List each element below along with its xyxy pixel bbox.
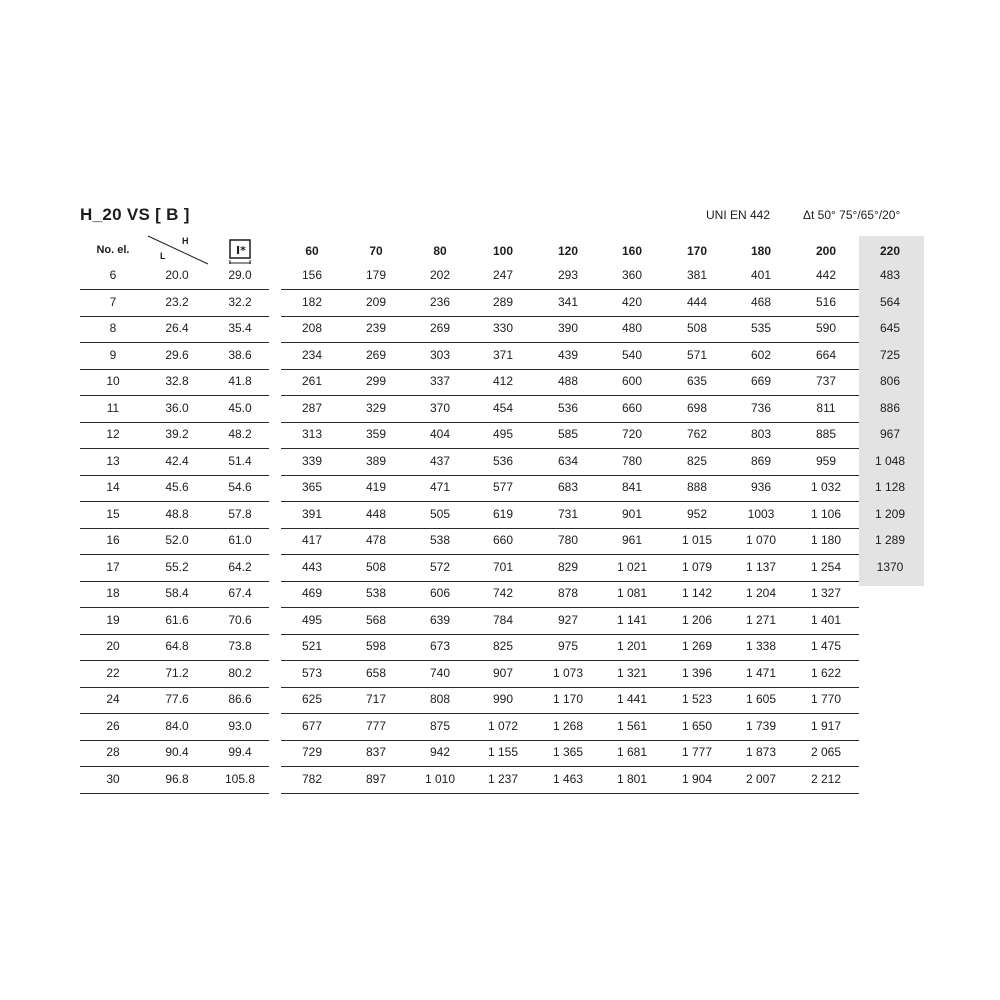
cell-length: 29.6 — [165, 347, 189, 362]
cell-length: 58.4 — [165, 586, 189, 600]
cell-no-elements: 7 — [109, 294, 117, 309]
cell-output-h180: 1 471 — [745, 665, 777, 680]
cell-output-h70: 329 — [365, 400, 387, 415]
cell-output-h80: 875 — [429, 718, 451, 733]
cell-length: 96.8 — [165, 771, 189, 786]
header-height-180: 180 — [750, 244, 772, 258]
cell-no-elements: 8 — [109, 321, 117, 335]
cell-no-elements: 10 — [106, 374, 120, 388]
header-height-200: 200 — [815, 244, 837, 258]
cell-installed-length: 61.0 — [228, 533, 252, 547]
cell-output-h220: 645 — [879, 321, 901, 335]
cell-output-h160: 1 801 — [616, 771, 648, 786]
table-row — [0, 423, 1000, 449]
cell-output-h120: 488 — [557, 374, 579, 388]
cell-output-h60: 365 — [301, 480, 323, 494]
cell-output-h220: 1 048 — [874, 453, 906, 468]
cell-output-h100: 742 — [492, 586, 514, 600]
cell-output-h100: 825 — [492, 639, 514, 653]
cell-output-h170: 1 269 — [681, 639, 713, 653]
cell-output-h160: 901 — [621, 506, 643, 521]
cell-output-h80: 639 — [429, 612, 451, 627]
cell-output-h120: 1 463 — [552, 771, 584, 786]
cell-output-h100: 247 — [492, 268, 514, 282]
cell-output-h120: 293 — [557, 268, 579, 282]
cell-output-h120: 1 365 — [552, 745, 584, 759]
cell-no-elements: 22 — [106, 665, 120, 680]
cell-installed-length: 35.4 — [228, 321, 252, 335]
cell-output-h160: 1 021 — [616, 559, 648, 574]
cell-length: 64.8 — [165, 639, 189, 653]
table-row — [0, 715, 1000, 741]
header-no-el: No. el. — [96, 244, 130, 256]
cell-output-h160: 660 — [621, 400, 643, 415]
cell-output-h70: 179 — [365, 268, 387, 282]
cell-output-h120: 390 — [557, 321, 579, 335]
cell-output-h70: 269 — [365, 347, 387, 362]
cell-output-h100: 784 — [492, 612, 514, 627]
cell-output-h120: 1 268 — [552, 718, 584, 733]
cell-output-h80: 404 — [429, 427, 451, 441]
cell-output-h170: 1 079 — [681, 559, 713, 574]
cell-output-h180: 401 — [750, 268, 772, 282]
cell-no-elements: 26 — [106, 718, 120, 733]
cell-output-h170: 1 650 — [681, 718, 713, 733]
cell-installed-length: 105.8 — [224, 771, 256, 786]
cell-output-h80: 337 — [429, 374, 451, 388]
cell-output-h60: 625 — [301, 692, 323, 706]
table-row — [0, 662, 1000, 688]
table-row — [0, 609, 1000, 635]
cell-output-h60: 521 — [301, 639, 323, 653]
cell-output-h160: 1 141 — [616, 612, 648, 627]
cell-output-h200: 1 770 — [810, 692, 842, 706]
cell-output-h200: 1 254 — [810, 559, 842, 574]
cell-output-h180: 535 — [750, 321, 772, 335]
cell-output-h120: 341 — [557, 294, 579, 309]
row-rule-right — [281, 793, 859, 794]
cell-output-h80: 370 — [429, 400, 451, 415]
cell-output-h100: 371 — [492, 347, 514, 362]
cell-length: 55.2 — [165, 559, 189, 574]
cell-no-elements: 30 — [106, 771, 120, 786]
cell-installed-length: 51.4 — [228, 453, 252, 468]
header-h-label: H — [182, 236, 189, 246]
cell-no-elements: 12 — [106, 427, 120, 441]
table-row — [0, 397, 1000, 423]
cell-length: 61.6 — [165, 612, 189, 627]
cell-output-h60: 156 — [301, 268, 323, 282]
cell-length: 36.0 — [165, 400, 189, 415]
cell-output-h200: 737 — [815, 374, 837, 388]
cell-output-h170: 635 — [686, 374, 708, 388]
cell-output-h220: 725 — [879, 347, 901, 362]
cell-output-h170: 952 — [686, 506, 708, 521]
cell-length: 90.4 — [165, 745, 189, 759]
header-height-60: 60 — [305, 244, 319, 258]
cell-output-h80: 303 — [429, 347, 451, 362]
cell-output-h180: 1 137 — [745, 559, 777, 574]
cell-output-h70: 598 — [365, 639, 387, 653]
cell-no-elements: 11 — [106, 400, 120, 415]
cell-no-elements: 17 — [106, 559, 120, 574]
cell-output-h60: 573 — [301, 665, 323, 680]
cell-no-elements: 13 — [106, 453, 120, 468]
cell-output-h170: 1 206 — [681, 612, 713, 627]
cell-output-h60: 469 — [301, 586, 323, 600]
cell-output-h160: 1 201 — [616, 639, 648, 653]
cell-installed-length: 48.2 — [228, 427, 252, 441]
cell-installed-length: 29.0 — [228, 268, 252, 282]
installed-size-icon-label: I* — [236, 244, 246, 257]
cell-output-h180: 1 605 — [745, 692, 777, 706]
cell-output-h180: 736 — [750, 400, 772, 415]
cell-installed-length: 93.0 — [228, 718, 252, 733]
cell-installed-length: 41.8 — [228, 374, 252, 388]
cell-output-h220: 967 — [879, 427, 901, 441]
cell-installed-length: 32.2 — [228, 294, 252, 309]
cell-output-h120: 536 — [557, 400, 579, 415]
cell-output-h220: 886 — [879, 400, 901, 415]
cell-length: 77.6 — [165, 692, 189, 706]
cell-no-elements: 24 — [106, 692, 120, 706]
cell-output-h180: 803 — [750, 427, 772, 441]
cell-output-h170: 444 — [686, 294, 708, 309]
cell-output-h60: 677 — [301, 718, 323, 733]
cell-output-h200: 1 032 — [810, 480, 842, 494]
cell-output-h160: 540 — [621, 347, 643, 362]
table-row — [0, 503, 1000, 529]
cell-output-h200: 442 — [815, 268, 837, 282]
cell-no-elements: 9 — [109, 347, 117, 362]
table-row — [0, 529, 1000, 555]
cell-length: 84.0 — [165, 718, 189, 733]
cell-installed-length: 38.6 — [228, 347, 252, 362]
cell-output-h170: 508 — [686, 321, 708, 335]
cell-output-h80: 505 — [429, 506, 451, 521]
cell-output-h80: 740 — [429, 665, 451, 680]
cell-output-h60: 782 — [301, 771, 323, 786]
cell-output-h170: 1 396 — [681, 665, 713, 680]
length-height-icon — [144, 234, 214, 266]
cell-length: 45.6 — [165, 480, 189, 494]
cell-output-h220: 1 209 — [874, 506, 906, 521]
cell-output-h170: 762 — [686, 427, 708, 441]
cell-output-h60: 417 — [301, 533, 323, 547]
cell-output-h100: 907 — [492, 665, 514, 680]
cell-output-h200: 1 917 — [810, 718, 842, 733]
cell-output-h220: 1 289 — [874, 533, 906, 547]
table-row — [0, 768, 1000, 794]
cell-output-h100: 412 — [492, 374, 514, 388]
cell-output-h160: 1 081 — [616, 586, 648, 600]
cell-output-h200: 1 401 — [810, 612, 842, 627]
cell-output-h100: 1 155 — [487, 745, 519, 759]
table-row — [0, 370, 1000, 396]
cell-output-h200: 2 212 — [810, 771, 842, 786]
cell-output-h120: 731 — [557, 506, 579, 521]
cell-installed-length: 45.0 — [228, 400, 252, 415]
cell-output-h100: 660 — [492, 533, 514, 547]
cell-output-h200: 1 106 — [810, 506, 842, 521]
table-row — [0, 476, 1000, 502]
cell-installed-length: 64.2 — [228, 559, 252, 574]
cell-output-h200: 2 065 — [810, 745, 842, 759]
cell-output-h60: 729 — [301, 745, 323, 759]
cell-installed-length: 54.6 — [228, 480, 252, 494]
row-rule-left — [80, 793, 269, 794]
header-height-70: 70 — [369, 244, 383, 258]
cell-output-h60: 313 — [301, 427, 323, 441]
cell-output-h70: 478 — [365, 533, 387, 547]
cell-output-h170: 825 — [686, 453, 708, 468]
cell-no-elements: 6 — [109, 268, 117, 282]
cell-output-h180: 1 873 — [745, 745, 777, 759]
cell-output-h80: 808 — [429, 692, 451, 706]
table-row — [0, 635, 1000, 661]
cell-output-h70: 239 — [365, 321, 387, 335]
cell-output-h120: 1 073 — [552, 665, 584, 680]
table-row — [0, 317, 1000, 343]
cell-output-h80: 269 — [429, 321, 451, 335]
cell-output-h160: 1 441 — [616, 692, 648, 706]
cell-output-h60: 261 — [301, 374, 323, 388]
cell-output-h200: 885 — [815, 427, 837, 441]
cell-output-h220: 806 — [879, 374, 901, 388]
standard-label: UNI EN 442 — [706, 208, 771, 222]
cell-installed-length: 57.8 — [228, 506, 252, 521]
cell-output-h120: 829 — [557, 559, 579, 574]
delta-t-label: Δt 50° 75°/65°/20° — [803, 208, 901, 222]
cell-output-h160: 600 — [621, 374, 643, 388]
cell-length: 23.2 — [165, 294, 189, 309]
cell-output-h160: 480 — [621, 321, 643, 335]
cell-output-h200: 664 — [815, 347, 837, 362]
cell-output-h120: 585 — [557, 427, 579, 441]
cell-output-h100: 619 — [492, 506, 514, 521]
cell-output-h80: 538 — [429, 533, 451, 547]
table-row — [0, 741, 1000, 767]
cell-output-h170: 571 — [686, 347, 708, 362]
cell-length: 39.2 — [165, 427, 189, 441]
cell-output-h120: 683 — [557, 480, 579, 494]
cell-output-h180: 669 — [750, 374, 772, 388]
cell-output-h70: 777 — [365, 718, 387, 733]
cell-output-h60: 495 — [301, 612, 323, 627]
header-height-170: 170 — [686, 244, 708, 258]
cell-output-h70: 508 — [365, 559, 387, 574]
cell-output-h120: 1 170 — [552, 692, 584, 706]
cell-output-h70: 389 — [365, 453, 387, 468]
cell-output-h160: 1 681 — [616, 745, 648, 759]
cell-output-h180: 1 338 — [745, 639, 777, 653]
cell-installed-length: 70.6 — [228, 612, 252, 627]
cell-output-h200: 1 622 — [810, 665, 842, 680]
cell-output-h200: 516 — [815, 294, 837, 309]
cell-output-h70: 837 — [365, 745, 387, 759]
cell-length: 71.2 — [165, 665, 189, 680]
cell-output-h180: 1 070 — [745, 533, 777, 547]
header-l-label: L — [160, 251, 166, 261]
cell-length: 26.4 — [165, 321, 189, 335]
cell-output-h180: 1 739 — [745, 718, 777, 733]
cell-output-h60: 234 — [301, 347, 323, 362]
cell-output-h200: 1 327 — [810, 586, 842, 600]
cell-output-h70: 568 — [365, 612, 387, 627]
cell-output-h80: 942 — [429, 745, 451, 759]
cell-output-h170: 1 904 — [681, 771, 713, 786]
header-height-160: 160 — [621, 244, 643, 258]
table-row — [0, 688, 1000, 714]
installed-size-icon — [229, 239, 251, 265]
cell-output-h100: 536 — [492, 453, 514, 468]
cell-output-h160: 360 — [621, 268, 643, 282]
header-height-100: 100 — [492, 244, 514, 258]
cell-output-h180: 869 — [750, 453, 772, 468]
cell-output-h160: 841 — [621, 480, 643, 494]
cell-output-h170: 698 — [686, 400, 708, 415]
cell-output-h220: 483 — [879, 268, 901, 282]
cell-output-h120: 780 — [557, 533, 579, 547]
cell-no-elements: 19 — [106, 612, 120, 627]
cell-output-h70: 538 — [365, 586, 387, 600]
cell-length: 48.8 — [165, 506, 189, 521]
cell-output-h70: 359 — [365, 427, 387, 441]
cell-installed-length: 73.8 — [228, 639, 252, 653]
table-row — [0, 291, 1000, 317]
cell-no-elements: 16 — [106, 533, 120, 547]
cell-output-h120: 975 — [557, 639, 579, 653]
cell-output-h80: 673 — [429, 639, 451, 653]
cell-no-elements: 20 — [106, 639, 120, 653]
cell-output-h220: 1 128 — [874, 480, 906, 494]
cell-no-elements: 15 — [106, 506, 120, 521]
cell-length: 32.8 — [165, 374, 189, 388]
cell-output-h80: 202 — [429, 268, 451, 282]
cell-output-h200: 959 — [815, 453, 837, 468]
cell-output-h100: 1 072 — [487, 718, 519, 733]
cell-length: 42.4 — [165, 453, 189, 468]
cell-output-h120: 927 — [557, 612, 579, 627]
cell-output-h100: 577 — [492, 480, 514, 494]
cell-output-h60: 287 — [301, 400, 323, 415]
cell-length: 52.0 — [165, 533, 189, 547]
table-row — [0, 556, 1000, 582]
cell-output-h100: 1 237 — [487, 771, 519, 786]
cell-output-h180: 468 — [750, 294, 772, 309]
table-title: H_20 VS [ B ] — [80, 205, 190, 224]
cell-output-h120: 439 — [557, 347, 579, 362]
cell-output-h70: 658 — [365, 665, 387, 680]
cell-installed-length: 86.6 — [228, 692, 252, 706]
cell-output-h120: 878 — [557, 586, 579, 600]
cell-output-h170: 381 — [686, 268, 708, 282]
cell-output-h160: 961 — [621, 533, 643, 547]
cell-output-h220: 1370 — [876, 559, 904, 574]
cell-no-elements: 14 — [106, 480, 120, 494]
cell-output-h200: 1 180 — [810, 533, 842, 547]
cell-output-h180: 2 007 — [745, 771, 777, 786]
cell-output-h60: 208 — [301, 321, 323, 335]
cell-output-h170: 888 — [686, 480, 708, 494]
cell-output-h180: 1 204 — [745, 586, 777, 600]
cell-output-h100: 701 — [492, 559, 514, 574]
table-row — [0, 344, 1000, 370]
cell-output-h100: 990 — [492, 692, 514, 706]
cell-output-h80: 471 — [429, 480, 451, 494]
cell-output-h120: 634 — [557, 453, 579, 468]
cell-output-h160: 1 321 — [616, 665, 648, 680]
cell-output-h80: 236 — [429, 294, 451, 309]
cell-output-h180: 602 — [750, 347, 772, 362]
header-height-120: 120 — [557, 244, 579, 258]
cell-output-h70: 209 — [365, 294, 387, 309]
cell-output-h100: 495 — [492, 427, 514, 441]
cell-output-h70: 717 — [365, 692, 387, 706]
cell-output-h80: 572 — [429, 559, 451, 574]
cell-output-h180: 1003 — [747, 506, 775, 521]
cell-length: 20.0 — [165, 268, 189, 282]
cell-output-h60: 391 — [301, 506, 323, 521]
cell-output-h200: 1 475 — [810, 639, 842, 653]
cell-output-h170: 1 142 — [681, 586, 713, 600]
cell-output-h180: 936 — [750, 480, 772, 494]
cell-output-h200: 590 — [815, 321, 837, 335]
cell-output-h80: 1 010 — [424, 771, 456, 786]
cell-output-h80: 606 — [429, 586, 451, 600]
cell-output-h170: 1 523 — [681, 692, 713, 706]
cell-output-h60: 182 — [301, 294, 323, 309]
cell-output-h80: 437 — [429, 453, 451, 468]
header-height-220: 220 — [879, 244, 901, 258]
cell-output-h170: 1 777 — [681, 745, 713, 759]
cell-output-h160: 420 — [621, 294, 643, 309]
cell-installed-length: 99.4 — [228, 745, 252, 759]
cell-no-elements: 28 — [106, 745, 120, 759]
cell-output-h170: 1 015 — [681, 533, 713, 547]
cell-output-h220: 564 — [879, 294, 901, 309]
cell-output-h100: 454 — [492, 400, 514, 415]
cell-output-h160: 1 561 — [616, 718, 648, 733]
cell-output-h160: 720 — [621, 427, 643, 441]
cell-output-h180: 1 271 — [745, 612, 777, 627]
cell-installed-length: 80.2 — [228, 665, 252, 680]
header-height-80: 80 — [433, 244, 447, 258]
table-row — [0, 582, 1000, 608]
cell-output-h60: 443 — [301, 559, 323, 574]
table-row — [0, 264, 1000, 290]
cell-no-elements: 18 — [106, 586, 120, 600]
cell-installed-length: 67.4 — [228, 586, 252, 600]
cell-output-h70: 419 — [365, 480, 387, 494]
cell-output-h70: 448 — [365, 506, 387, 521]
cell-output-h200: 811 — [816, 400, 836, 415]
cell-output-h60: 339 — [301, 453, 323, 468]
cell-output-h100: 289 — [492, 294, 514, 309]
cell-output-h100: 330 — [492, 321, 514, 335]
cell-output-h70: 299 — [365, 374, 387, 388]
cell-output-h160: 780 — [621, 453, 643, 468]
table-row — [0, 450, 1000, 476]
cell-output-h70: 897 — [365, 771, 387, 786]
